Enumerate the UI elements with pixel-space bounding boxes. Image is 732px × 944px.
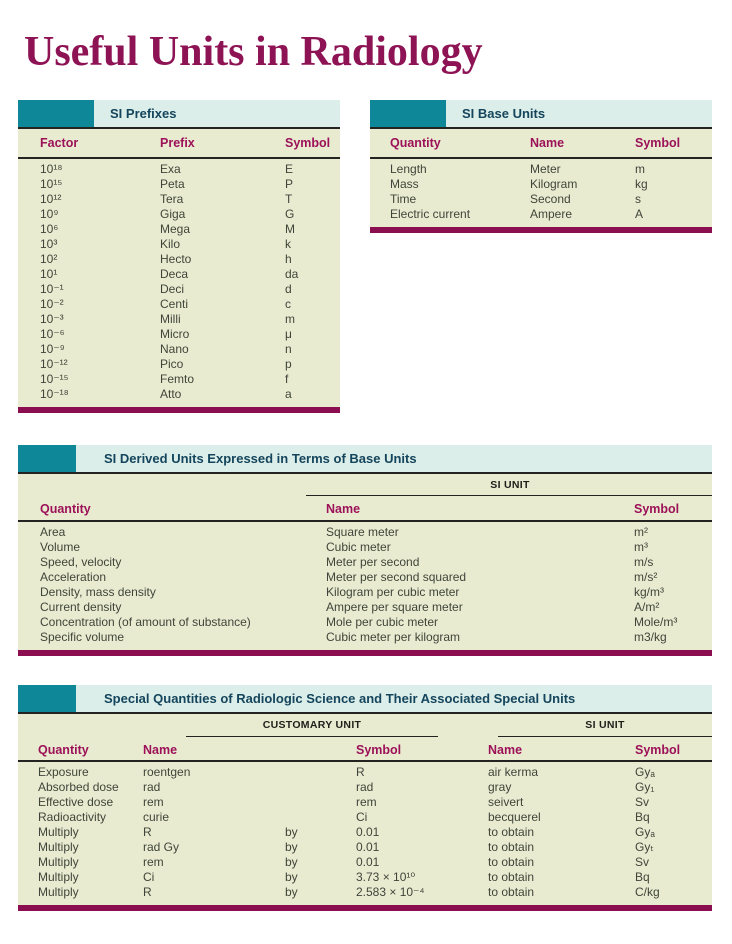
table-cell: 10⁻¹⁵ [40, 372, 69, 386]
table-cell: Mole/m³ [634, 615, 678, 629]
table-cell: Mega [160, 222, 191, 236]
table-cell: c [285, 297, 291, 311]
table-cell: R [143, 825, 152, 839]
column-header: Name [530, 136, 565, 150]
table-cell: roentgen [143, 765, 191, 779]
table-cell: by [285, 855, 298, 869]
table-cell: Cubic meter [326, 540, 391, 554]
table-cell: Hecto [160, 252, 192, 266]
table-cell: by [285, 825, 298, 839]
table-cell: gray [488, 780, 512, 794]
table-cell: n [285, 342, 292, 356]
table-cell: Absorbed dose [38, 780, 119, 794]
group-header-underline [186, 736, 438, 738]
table-banner [18, 445, 712, 472]
column-header: Symbol [356, 743, 402, 757]
table-cell: Kilogram per cubic meter [326, 585, 460, 599]
si-prefixes-table [18, 100, 340, 413]
table-cell [285, 765, 356, 780]
table-cell: Speed, velocity [40, 555, 122, 569]
table-cell: Concentration (of amount of substance) [40, 615, 251, 629]
table-cell: Peta [160, 177, 185, 191]
table-row [18, 267, 340, 282]
page-title: Useful Units in Radiology [24, 29, 483, 75]
table-cell: A [635, 207, 644, 221]
table-cell: M [285, 222, 295, 236]
table-cell: Nano [160, 342, 189, 356]
table-cell: Radioactivity [38, 810, 107, 824]
table-row [18, 555, 712, 570]
table-cell: R [356, 765, 365, 779]
table-cell: to obtain [488, 885, 535, 899]
table-row [18, 540, 712, 555]
table-cell: rad Gy [143, 840, 180, 854]
table-cell: 10⁻⁹ [40, 342, 65, 356]
table-bottom-border [18, 407, 340, 413]
column-header: Quantity [38, 743, 89, 757]
column-header: Prefix [160, 136, 195, 150]
table-cell: 10⁹ [40, 207, 59, 221]
table-cell: 10¹⁸ [40, 162, 63, 176]
table-cell: 10² [40, 252, 58, 266]
table-cell: Exposure [38, 765, 89, 779]
table-row [18, 372, 340, 387]
group-header-band [18, 714, 712, 740]
teal-accent-block [18, 445, 76, 472]
table-cell: R [143, 885, 152, 899]
column-header: Symbol [635, 743, 681, 757]
table-cell: Area [40, 525, 66, 539]
table-row [18, 342, 340, 357]
table-cell: Density, mass density [40, 585, 156, 599]
table-banner [18, 100, 340, 127]
table-cell: Centi [160, 297, 189, 311]
table-cell: Time [390, 192, 417, 206]
table-row [18, 177, 340, 192]
table-cell: m/s [634, 555, 654, 569]
table-cell: Deci [160, 282, 185, 296]
table-cell: kg [635, 177, 648, 191]
table-cell: Ampere per square meter [326, 600, 463, 614]
table-body [370, 159, 712, 227]
table-cell: 10⁻³ [40, 312, 64, 326]
table-cell: 10³ [40, 237, 58, 251]
table-cell: 10⁻¹² [40, 357, 68, 371]
table-title: SI Derived Units Expressed in Terms of Base Units [104, 451, 417, 466]
table-row [18, 855, 712, 870]
table-cell: f [285, 372, 289, 386]
table-header-row [18, 498, 712, 520]
table-cell: Meter per second [326, 555, 420, 569]
table-cell: by [285, 840, 298, 854]
table-row [18, 870, 712, 885]
table-row [18, 810, 712, 825]
table-cell: Gyₐ [635, 825, 655, 839]
table-cell: a [285, 387, 292, 401]
table-cell: d [285, 282, 292, 296]
table-cell: Mass [390, 177, 419, 191]
table-cell: Bq [635, 810, 650, 824]
table-header-row [370, 129, 712, 157]
table-row [18, 192, 340, 207]
table-bottom-border [370, 227, 712, 233]
table-cell: 10⁻⁶ [40, 327, 65, 341]
table-cell: C/kg [635, 885, 660, 899]
table-body [18, 522, 712, 650]
table-body [18, 762, 712, 905]
table-cell: Atto [160, 387, 182, 401]
table-row [18, 222, 340, 237]
table-cell: Mole per cubic meter [326, 615, 439, 629]
table-cell: μ [285, 327, 292, 341]
table-row [18, 795, 712, 810]
table-cell: m3/kg [634, 630, 667, 644]
group-header-customary-unit: CUSTOMARY UNIT [262, 719, 362, 731]
table-cell: E [285, 162, 294, 176]
table-cell: Ci [356, 810, 368, 824]
special-quantities-table [18, 685, 712, 911]
table-cell: 2.583 × 10⁻⁴ [356, 885, 425, 899]
table-row [18, 840, 712, 855]
column-header: Symbol [634, 502, 680, 516]
table-cell: Tera [160, 192, 184, 206]
table-title: SI Base Units [462, 106, 546, 121]
table-row [370, 192, 712, 207]
table-cell [285, 795, 356, 810]
column-header: Quantity [40, 502, 91, 516]
table-cell: Length [390, 162, 427, 176]
table-row [18, 357, 340, 372]
table-cell: Exa [160, 162, 181, 176]
column-header: Quantity [390, 136, 441, 150]
table-row [18, 615, 712, 630]
table-body [18, 159, 340, 407]
table-row [18, 525, 712, 540]
table-cell: kg/m³ [634, 585, 664, 599]
table-cell: Sv [635, 855, 650, 869]
table-cell: Gy₁ [635, 780, 655, 794]
table-header-row [18, 740, 712, 760]
si-base-units-table [370, 100, 712, 233]
column-header: Symbol [285, 136, 331, 150]
table-cell: s [635, 192, 641, 206]
table-row [18, 162, 340, 177]
teal-accent-block [370, 100, 446, 127]
table-cell [285, 780, 356, 795]
group-header-si-unit: SI UNIT [490, 479, 530, 491]
table-cell: Kilogram [530, 177, 578, 191]
table-cell: 10⁻¹⁸ [40, 387, 69, 401]
table-row [370, 177, 712, 192]
table-cell: Ci [143, 870, 155, 884]
table-cell: Second [530, 192, 571, 206]
table-cell: rem [143, 855, 164, 869]
table-cell: Multiply [38, 855, 79, 869]
table-row [18, 237, 340, 252]
table-cell: Giga [160, 207, 186, 221]
table-cell: m/s² [634, 570, 658, 584]
table-cell: Sv [635, 795, 650, 809]
teal-accent-block [18, 685, 76, 712]
table-row [18, 630, 712, 645]
table-cell: 0.01 [356, 840, 380, 854]
table-cell: rad [356, 780, 374, 794]
table-cell: m [635, 162, 645, 176]
table-row [18, 825, 712, 840]
table-cell: Bq [635, 870, 650, 884]
table-cell: 3.73 × 10¹⁰ [356, 870, 416, 884]
group-header-band [18, 474, 712, 498]
table-cell: P [285, 177, 294, 191]
table-cell: Multiply [38, 840, 79, 854]
table-cell: seivert [488, 795, 524, 809]
table-row [18, 600, 712, 615]
si-derived-units-table [18, 445, 712, 656]
table-row [18, 327, 340, 342]
table-row [18, 387, 340, 402]
column-header: Name [143, 743, 178, 757]
table-cell: 0.01 [356, 825, 380, 839]
column-header: Symbol [635, 136, 681, 150]
table-bottom-border [18, 650, 712, 656]
table-row [18, 570, 712, 585]
column-header: Name [488, 743, 523, 757]
table-row [18, 297, 340, 312]
table-cell: to obtain [488, 825, 535, 839]
table-cell: 0.01 [356, 855, 380, 869]
table-cell: Specific volume [40, 630, 125, 644]
table-row [18, 585, 712, 600]
table-cell: Multiply [38, 870, 79, 884]
table-cell: da [285, 267, 299, 281]
table-cell: 10¹² [40, 192, 62, 206]
table-cell: to obtain [488, 855, 535, 869]
table-cell: Milli [160, 312, 181, 326]
column-header: Name [326, 502, 361, 516]
table-cell: A/m² [634, 600, 660, 614]
table-row [18, 765, 712, 780]
table-cell [285, 810, 356, 825]
table-cell: 10¹ [40, 267, 58, 281]
table-cell: Femto [160, 372, 195, 386]
table-cell: 10⁻¹ [40, 282, 64, 296]
table-cell: becquerel [488, 810, 541, 824]
table-cell: by [285, 870, 298, 884]
table-cell: air kerma [488, 765, 539, 779]
table-cell: T [285, 192, 293, 206]
table-row [370, 162, 712, 177]
table-cell: to obtain [488, 870, 535, 884]
table-banner [18, 685, 712, 712]
group-header-si-unit: SI UNIT [585, 719, 625, 731]
table-cell: Multiply [38, 885, 79, 899]
table-cell: rem [356, 795, 377, 809]
table-cell: G [285, 207, 295, 221]
table-title: Special Quantities of Radiologic Science and Their Associated Special Units [104, 691, 576, 706]
group-header-underline [306, 495, 712, 497]
table-row [18, 780, 712, 795]
table-cell: Volume [40, 540, 81, 554]
table-cell: Electric current [390, 207, 471, 221]
table-cell: Gyₐ [635, 765, 655, 779]
table-cell: Effective dose [38, 795, 114, 809]
table-row [18, 252, 340, 267]
table-bottom-border [18, 905, 712, 911]
teal-accent-block [18, 100, 94, 127]
group-header-underline [498, 736, 712, 738]
table-row [18, 282, 340, 297]
table-cell: Square meter [326, 525, 399, 539]
table-row [18, 312, 340, 327]
table-cell: m³ [634, 540, 648, 554]
table-cell: Meter [530, 162, 561, 176]
table-row [18, 207, 340, 222]
table-cell: Meter per second squared [326, 570, 467, 584]
table-row [18, 885, 712, 900]
table-cell: Multiply [38, 825, 79, 839]
table-cell: 10¹⁵ [40, 177, 63, 191]
table-cell: Deca [160, 267, 189, 281]
table-cell: Micro [160, 327, 190, 341]
table-cell: Cubic meter per kilogram [326, 630, 461, 644]
table-cell: rem [143, 795, 164, 809]
table-cell: curie [143, 810, 170, 824]
column-header: Factor [40, 136, 79, 150]
table-title: SI Prefixes [110, 106, 177, 121]
table-row [370, 207, 712, 222]
table-cell: p [285, 357, 292, 371]
table-cell: m² [634, 525, 648, 539]
table-cell: k [285, 237, 291, 251]
table-cell: by [285, 885, 298, 899]
table-cell: h [285, 252, 292, 266]
table-cell: Current density [40, 600, 122, 614]
table-banner [370, 100, 712, 127]
table-cell: 10⁶ [40, 222, 59, 236]
table-cell: Pico [160, 357, 184, 371]
table-cell: Acceleration [40, 570, 107, 584]
table-cell: 10⁻² [40, 297, 64, 311]
table-cell: Ampere [530, 207, 573, 221]
table-cell: m [285, 312, 295, 326]
table-cell: to obtain [488, 840, 535, 854]
table-cell: Kilo [160, 237, 181, 251]
table-header-row [18, 129, 340, 157]
table-cell: Gyₜ [635, 840, 654, 854]
table-cell: rad [143, 780, 161, 794]
